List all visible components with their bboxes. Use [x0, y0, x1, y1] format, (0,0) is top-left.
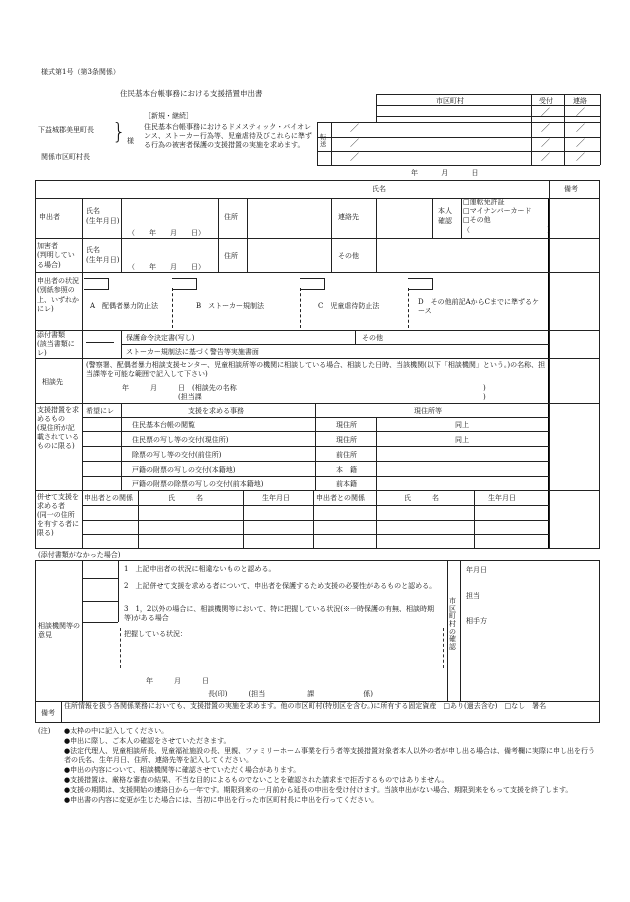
slash: ／: [576, 153, 586, 163]
opinion-item-2: 2 上記併せて支援を求める者について、申出者を保護するため支援の必要性があるものと認める。: [124, 582, 437, 590]
id-option-other[interactable]: □その他: [463, 216, 491, 224]
cohabitant-header: 氏 名: [404, 494, 439, 502]
perpetrator-birthdate: （ 年 月 日）: [128, 263, 205, 271]
opinion-label: 相談機関等の意見: [38, 622, 80, 640]
slash: ／: [576, 124, 586, 134]
slash: ／: [541, 124, 551, 134]
applicant-contact-label: 連絡先: [338, 213, 359, 221]
date-day: 日: [471, 169, 479, 177]
attached-option-protection-order: 保護命令決定書(写し): [126, 334, 195, 342]
support-header-address: 現住所等: [414, 407, 442, 415]
confirm-field: 年月日: [466, 566, 487, 574]
confirm-field: 担当: [466, 592, 480, 600]
cohabitant-header: 申出者との関係: [84, 494, 133, 502]
note-item: ●申出書の内容に変更が生じた場合には、当初に申出を行った市区町村長に申出を行ってください。: [64, 795, 379, 804]
perpetrator-address-label: 住所: [224, 252, 238, 260]
consult-text: (警察署、配偶者暴力相談支援センター、児童相談所等の機関に相談している場合、相談した日時、当該機関(以下「相談機関」という。)の名称、担当課等を可能な範囲で記入して下さい): [86, 361, 546, 379]
support-addr: 前住所: [336, 451, 357, 459]
attached-label: 添付書類 (該当書類にレ): [37, 331, 75, 358]
attached-option-warning: ストーカー規制法に基づく警告等実施書面: [126, 348, 259, 356]
consult-date-line: 年 月 日 (相談先の名称: [122, 384, 237, 392]
notes-heading: (注): [38, 727, 51, 735]
contact-header: 連絡: [573, 97, 587, 105]
id-option-mynumber[interactable]: □マイナンバーカード: [463, 207, 532, 215]
slash: ／: [541, 139, 551, 149]
id-option-license[interactable]: □運転免許証: [463, 198, 505, 206]
status-option-d: D その他前記AからCまでに準ずるケース: [418, 298, 540, 316]
transfer-label: 転送: [320, 134, 327, 149]
slash: ／: [576, 139, 586, 149]
cohabitant-label: 併せて支援を求める者 (同一の住所を有する者に限る): [37, 493, 79, 538]
support-addr: 本 籍: [336, 466, 357, 474]
support-value: 同上: [455, 436, 469, 444]
note-item: ●支援の期間は、支援開始の連絡日から一年です。期限到来の一月前から延長の申出を受け付けます。当該申出がない場合、期限到来をもって支援を終了します。: [64, 785, 573, 794]
recipient-brace: }: [112, 120, 126, 145]
support-header-check: 希望にレ: [86, 407, 114, 415]
support-addr: 前本籍: [336, 480, 357, 488]
support-label: 支援措置を求めるもの (現住所が記載されているものに限る): [37, 406, 79, 451]
id-check-label: 本人 確認: [438, 207, 452, 225]
opinion-item-1: 1 上記申出者の状況に相違ないものと認める。: [124, 565, 276, 573]
cohabitant-header: 生年月日: [262, 494, 290, 502]
support-header-task: 支援を求める事務: [188, 407, 244, 415]
applicant-address-label: 住所: [224, 213, 238, 221]
support-task: 除票の写し等の交付(前住所): [132, 451, 222, 459]
slash: ／: [541, 108, 551, 118]
form-title: 住民基本台帳事務における支援措置申出書: [120, 89, 263, 98]
applicant-birthdate: （ 年 月 日）: [128, 229, 205, 237]
support-addr: 現住所: [336, 436, 357, 444]
status-option-b: B ストーカー規制法: [196, 302, 265, 310]
support-task: 住民基本台帳の閲覧: [132, 421, 195, 429]
request-text: 住民基本台帳事務におけるドメスティック・バイオレンス、ストーカー行為等、児童虐待及びこれらに準ずる行為の被害者保護の支援措置の実施を求めます。: [144, 123, 312, 150]
slash: ／: [576, 108, 586, 118]
note-item: ●申出に際し、ご本人の確認をさせていただきます。: [64, 736, 231, 745]
date-line: [411, 169, 478, 177]
slash: ／: [541, 153, 551, 163]
consult-person-line: (担当課: [178, 393, 202, 401]
cohabitant-header: 氏 名: [168, 494, 203, 502]
recipient-related: 関係市区町村長: [41, 153, 90, 161]
received-header: 受付: [539, 97, 553, 105]
municipal-confirm-label: 市区町村の確認: [449, 597, 456, 652]
slash: ／: [350, 124, 360, 134]
grasp-label: 把握している状況：: [124, 630, 187, 638]
support-value: 同上: [455, 421, 469, 429]
no-docs-note: (添付書類がなかった場合): [38, 551, 121, 559]
date-month: 月: [441, 169, 449, 177]
status-checkbox-d[interactable]: [408, 278, 433, 290]
applicant-name-birth: 氏名 (生年月日): [86, 207, 120, 225]
note-item: ●申出の内容について、相談機関等に確認させていただく場合があります。: [64, 766, 301, 775]
name-header: 氏名: [372, 185, 386, 193]
notes-list: [64, 727, 598, 805]
cohabitant-header: 申出者との関係: [316, 494, 365, 502]
remarks-label: 備考: [41, 709, 55, 717]
slash: ／: [350, 153, 360, 163]
slash: ／: [350, 139, 360, 149]
status-checkbox-a[interactable]: [84, 278, 109, 290]
note-item: ●支援措置は、厳格な審査の結果、不当な目的によるものでないことを確認された請求まで拒否するものではありません。: [64, 775, 449, 784]
form-number: 様式第1号（第3条関係）: [41, 68, 120, 76]
opinion-item-3: 3 1，2以外の場合に、相談機関等において、特に把握している状況(※一時保護の有無、相談時期等)がある場合: [124, 605, 434, 623]
opinion-signature: 長(印) (担当 課 係): [208, 690, 373, 698]
remarks-header: 備考: [564, 185, 578, 193]
support-addr: 現住所: [336, 421, 357, 429]
perpetrator-other-label: その他: [338, 252, 359, 260]
support-task: 住民票の写し等の交付(現住所): [132, 436, 229, 444]
perpetrator-label: 加害者 (判明している場合): [37, 242, 75, 269]
note-item: ●法定代理人、児童相談所長、児童福祉施設の長、里親、ファミリーホーム事業を行う者等支援措置対象者本人以外の者が申し出る場合は、備考欄に実際に申し出を行う者の氏名、生年月日、住所、連絡先等を記入してください。: [64, 746, 595, 765]
consult-label: 相談先: [42, 378, 63, 386]
support-task: 戸籍の附票の除票の写しの交付(前本籍地): [132, 480, 264, 488]
perpetrator-name-birth: 氏名 (生年月日): [86, 246, 120, 264]
status-option-c: C 児童虐待防止法: [318, 302, 380, 310]
honorific: 様: [127, 137, 134, 145]
attached-other: その他: [362, 334, 383, 342]
recipient-town: 下益城郡美里町長: [38, 126, 94, 134]
id-option-paren: （ ）: [463, 226, 554, 234]
status-option-a: A 配偶者暴力防止法: [90, 302, 159, 310]
applicant-label: 申出者: [39, 213, 60, 221]
consult-close-1: ): [483, 384, 486, 392]
status-checkbox-b[interactable]: [172, 278, 197, 290]
status-label: 申出者の状況 (別紙参照の上、いずれかにレ): [37, 277, 79, 314]
opinion-date: 年 月 日: [146, 677, 209, 685]
attached-checkbox-1[interactable]: [86, 333, 114, 343]
date-year: 年: [411, 169, 418, 177]
confirm-field: 相手方: [466, 617, 487, 625]
support-task: 戸籍の附票の写しの交付(本籍地): [132, 466, 236, 474]
request-type: ［新規・継続］: [144, 112, 193, 120]
municipality-header: 市区町村: [436, 97, 464, 105]
consult-close-2: ): [483, 393, 486, 401]
cohabitant-header: 生年月日: [488, 494, 516, 502]
note-item: ●太枠の中に記入してください。: [64, 727, 169, 735]
status-checkbox-c[interactable]: [300, 278, 325, 290]
remarks-text: 住所情報を扱う各関係業務においても、支援措置の実施を求めます。他の市区町村(特別区を含む。)に所有する固定資産 □あり(過去含む) □なし 署名: [64, 702, 547, 710]
